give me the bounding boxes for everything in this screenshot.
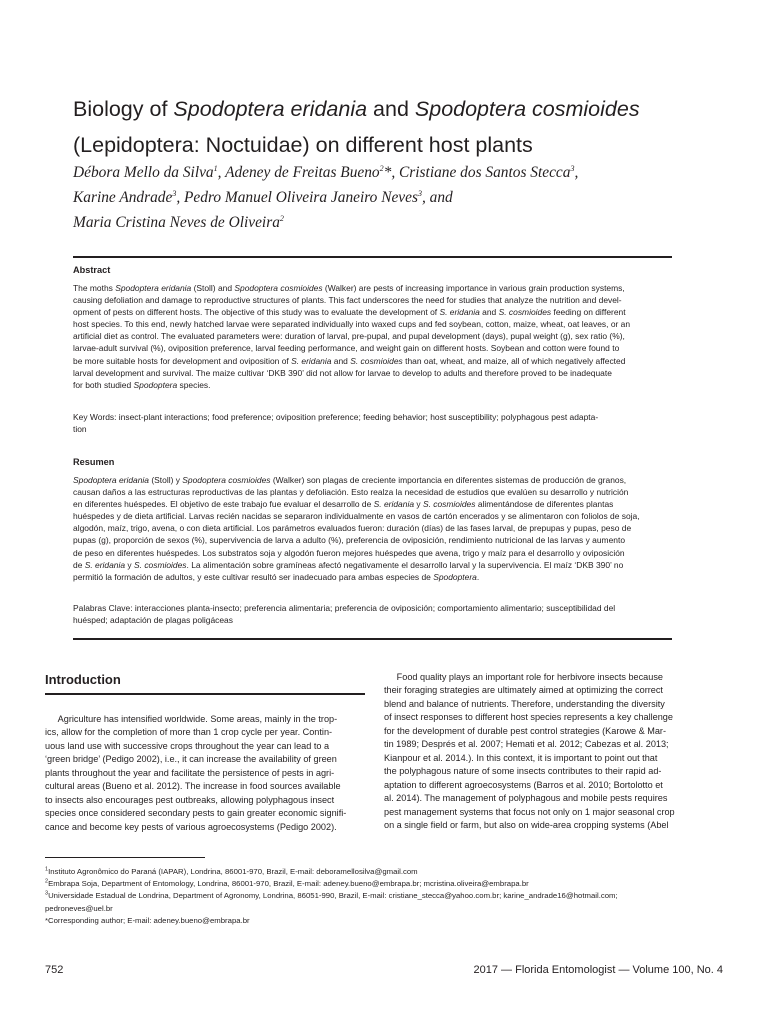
body-text-line: of insect responses to different host species represents a key challenge (384, 712, 673, 723)
body-text-line: their foraging strategies are ultimately aimed at optimizing the correct (384, 685, 663, 696)
author-affiliation-mark: 2 (279, 213, 284, 223)
palabras-clave-line: huésped; adaptación de plagas poligáceas (73, 615, 233, 626)
footnote-line (45, 890, 705, 902)
resumen-line: en diferentes huéspedes. El objetivo de este trabajo fue evaluar el desarrollo de S. eridania y S. cosmioides alimentándose de diferentes plantas (73, 499, 614, 510)
body-text-line: plants throughout the year and facilitate the persistence of pests in agri- (45, 767, 335, 778)
resumen-body (73, 474, 672, 583)
body-text-line: Agriculture has intensified worldwide. Some areas, mainly in the trop- (45, 714, 338, 724)
footnote-mark: 2 (45, 878, 49, 885)
author-affiliation-mark: 3 (172, 188, 177, 198)
body-text-line: to insects also encourages pest outbreaks, allowing polyphagous insect (45, 794, 335, 805)
author-separator: , (574, 164, 579, 181)
author-affiliation-mark: 1 (213, 163, 218, 173)
footnote-text: Universidade Estadual de Londrina, Department of Agronomy, Londrina, 86051-990, Brazil, E-mail: cristiane_stecca@yahoo.com.br; karine_andrade16@hotmail.com; (48, 891, 618, 901)
author-separator: , (176, 189, 185, 206)
palabras-clave-line: Palabras Clave: interacciones planta-insecto; preferencia alimentaria; preferencia de oviposición; comportamiento alimentario; susceptibilidad del (73, 603, 616, 613)
body-text-line: blend and balance of nutrients. Therefore, understanding the diversity (384, 698, 665, 709)
abstract-line: artificial diet as control. The evaluated parameters were: duration of larval, pre-pupal, and pupal development (days), pupal weight (g), sex ratio (%), (73, 331, 625, 342)
abstract-keywords (73, 411, 672, 435)
introduction-left-column (45, 713, 365, 834)
footnote-text: *Corresponding author; E-mail: adeney.bueno@embrapa.br (45, 915, 250, 925)
footnote-line (45, 878, 705, 890)
keywords-line: Key Words: insect-plant interactions; food preference; oviposition preference; feeding behavior; host susceptibility; polyphagous pest adapta- (73, 412, 599, 422)
abstract-heading: Abstract (73, 265, 111, 275)
abstract-line: larvae-adult survival (%), oviposition preference, larval feeding performance, and weight gain on different hosts. Soybean and cotton were found to (73, 343, 620, 354)
author-name: Maria Cristina Neves de Oliveira (73, 214, 280, 231)
resumen-line: causan daños a las estructuras reproductivas de las plantas y defoliación. Esto realza la necesidad de estudios que evalúen su desarrollo y nutrición (73, 487, 629, 498)
author-list (73, 160, 713, 235)
abstract-line: for both studied Spodoptera species. (73, 379, 211, 390)
running-footer: 2017 — Florida Entomologist — Volume 100, No. 4 (473, 964, 723, 976)
abstract-line: host species. To this end, newly hatched larvae were separated individually into waxed cups and fed soybean, cotton, maize, wheat, oat leaves, or an (73, 319, 631, 330)
abstract-line: larval development and survival. The maize cultivar ‘DKB 390’ did not allow for larvae to develop to adults and therefore proved to be inadequate (73, 367, 612, 378)
footnote-text: pedroneves@uel.br (45, 903, 113, 913)
title-line-1 (73, 91, 713, 127)
body-text-line: Kianpour et al. 2014.). In this context, it is important to point out that (384, 752, 658, 763)
footnote-mark: 3 (45, 890, 49, 897)
title-line-2: (Lepidoptera: Noctuidae) on different host plants (73, 133, 533, 157)
author-name: Débora Mello da Silva (73, 164, 214, 181)
keywords-line: tion (73, 424, 87, 435)
page-number: 752 (45, 964, 64, 976)
author-name: Karine Andrade (73, 189, 173, 206)
footnote-mark: 1 (45, 866, 49, 873)
body-text-line: pest management systems that focus not only on 1 major seasonal crop (384, 806, 675, 817)
body-text-line: uous land use with successive crops throughout the year can lead to a (45, 740, 330, 751)
abstract-top-rule (73, 256, 672, 258)
body-text-line: on a single field or farm, but also on wide-area cropping systems (Abel (384, 819, 669, 830)
author-affiliation-mark: 2 (379, 163, 384, 173)
article-title (73, 91, 713, 163)
abstract-line: be more suitable hosts for development and oviposition of S. eridania and S. cosmioides than oat, wheat, and maize, all of which negatively affected (73, 355, 626, 366)
body-text-line: tin 1989; Després et al. 2007; Hemati et al. 2012; Cabezas et al. 2013; (384, 739, 669, 750)
title-text: Biology of (73, 97, 174, 121)
body-text-line: for the development of durable pest control strategies (Karowe & Mar- (384, 725, 667, 736)
footnote-text: Instituto Agronômico do Paraná (IAPAR), Londrina, 86001-970, Brazil, E-mail: deboramellosilva@gmail.com (48, 867, 418, 876)
author-separator: , (217, 164, 226, 181)
author-name: Cristiane dos Santos Stecca (399, 164, 571, 181)
title-species-2: Spodoptera cosmioides (414, 97, 640, 121)
abstract-line: The moths Spodoptera eridania (Stoll) and Spodoptera cosmioides (Walker) are pests of increasing importance in various grain production systems, (73, 283, 625, 293)
body-text-line: cance and become key pests of various agroecosystems (Pedigo 2002). (45, 821, 337, 832)
title-species-1: Spodoptera eridania (173, 97, 368, 121)
title-text: and (367, 97, 415, 121)
body-text-line: ‘green bridge’ (Pedigo 2002), i.e., it can increase the availability of green (45, 754, 337, 765)
resumen-keywords (73, 602, 672, 626)
footnote-line (45, 903, 705, 915)
introduction-rule (45, 693, 365, 695)
corresponding-author-mark: * (383, 164, 392, 181)
body-text-line: species once considered secondary pests to gain greater economic signifi- (45, 808, 347, 819)
resumen-line: de peso en diferentes huéspedes. Los substratos soja y algodón fueron mejores huéspedes que avena, trigo y maíz para el desarrollo y oviposición (73, 547, 625, 558)
footnote-text: Embrapa Soja, Department of Entomology, Londrina, 86001-970, Brazil, E-mail: adeney.bueno@embrapa.br; mcristina.oliveira@embrapa.br (48, 879, 529, 889)
introduction-heading: Introduction (45, 672, 121, 687)
footnote-rule (45, 857, 205, 858)
abstract-bottom-rule (73, 638, 672, 640)
resumen-line: de S. eridania y S. cosmioides. La alimentación sobre gramíneas afectó negativamente el desarrollo larval y la supervivencia. El maíz ‘DKB 390’ no (73, 559, 624, 570)
introduction-right-column (384, 671, 704, 832)
footnote-line (45, 915, 705, 927)
footnote-line (45, 866, 705, 878)
body-text-line: Food quality plays an important role for herbivore insects because (384, 672, 663, 682)
author-separator: , and (421, 189, 453, 206)
abstract-line: opment of pests on different hosts. The objective of this study was to evaluate the development of S. eridania and S. cosmioides feeding on different (73, 307, 626, 318)
author-separator: , (391, 164, 400, 181)
body-text-line: ics, allow for the completion of more than 1 crop cycle per year. Contin- (45, 727, 333, 738)
author-name: Adeney de Freitas Bueno (225, 164, 380, 181)
resumen-line: Spodoptera eridania (Stoll) y Spodoptera cosmioides (Walker) son plagas de creciente importancia en diferentes sistemas de producción de granos, (73, 475, 627, 485)
resumen-line: algodón, maíz, trigo, avena, o con dieta artificial. Los parámetros evaluados fueron: duración (días) de las fases larval, de prepupas y pupas, peso de (73, 523, 632, 534)
body-text-line: cultural areas (Bueno et al. 2012). The increase in food sources available (45, 781, 341, 792)
body-text-line: al. 2014). The management of polyphagous and mobile pests requires (384, 793, 668, 804)
abstract-line: causing defoliation and damage to reproductive structures of plants. This fact underscores the need for studies that analyze the nutrition and devel- (73, 295, 622, 306)
author-affiliation-mark: 3 (417, 188, 422, 198)
author-name: Pedro Manuel Oliveira Janeiro Neves (184, 189, 418, 206)
abstract-body (73, 282, 672, 391)
body-text-line: aptation to different agroecosystems (Barros et al. 2010; Bortolotto et (384, 779, 663, 790)
author-affiliation-mark: 3 (570, 163, 575, 173)
footnotes (45, 866, 705, 927)
resumen-line: pupas (g), proporción de sexos (%), supervivencia de larva a adulto (%), preferencia de oviposición, rendimiento nutricional de las larvas y aumento (73, 535, 626, 546)
body-text-line: the polyphagous nature of some insects contributes to their rapid ad- (384, 766, 662, 777)
resumen-line: permitió la formación de adultos, y este cultivar resultó ser inadecuado para ambas especies de Spodoptera. (73, 571, 480, 582)
resumen-line: huéspedes y de dieta artificial. Larvas recién nacidas se separaron individualmente en vasos de cartón encerados y se alimentaron con foliolos de soja, (73, 511, 640, 522)
resumen-heading: Resumen (73, 457, 115, 467)
